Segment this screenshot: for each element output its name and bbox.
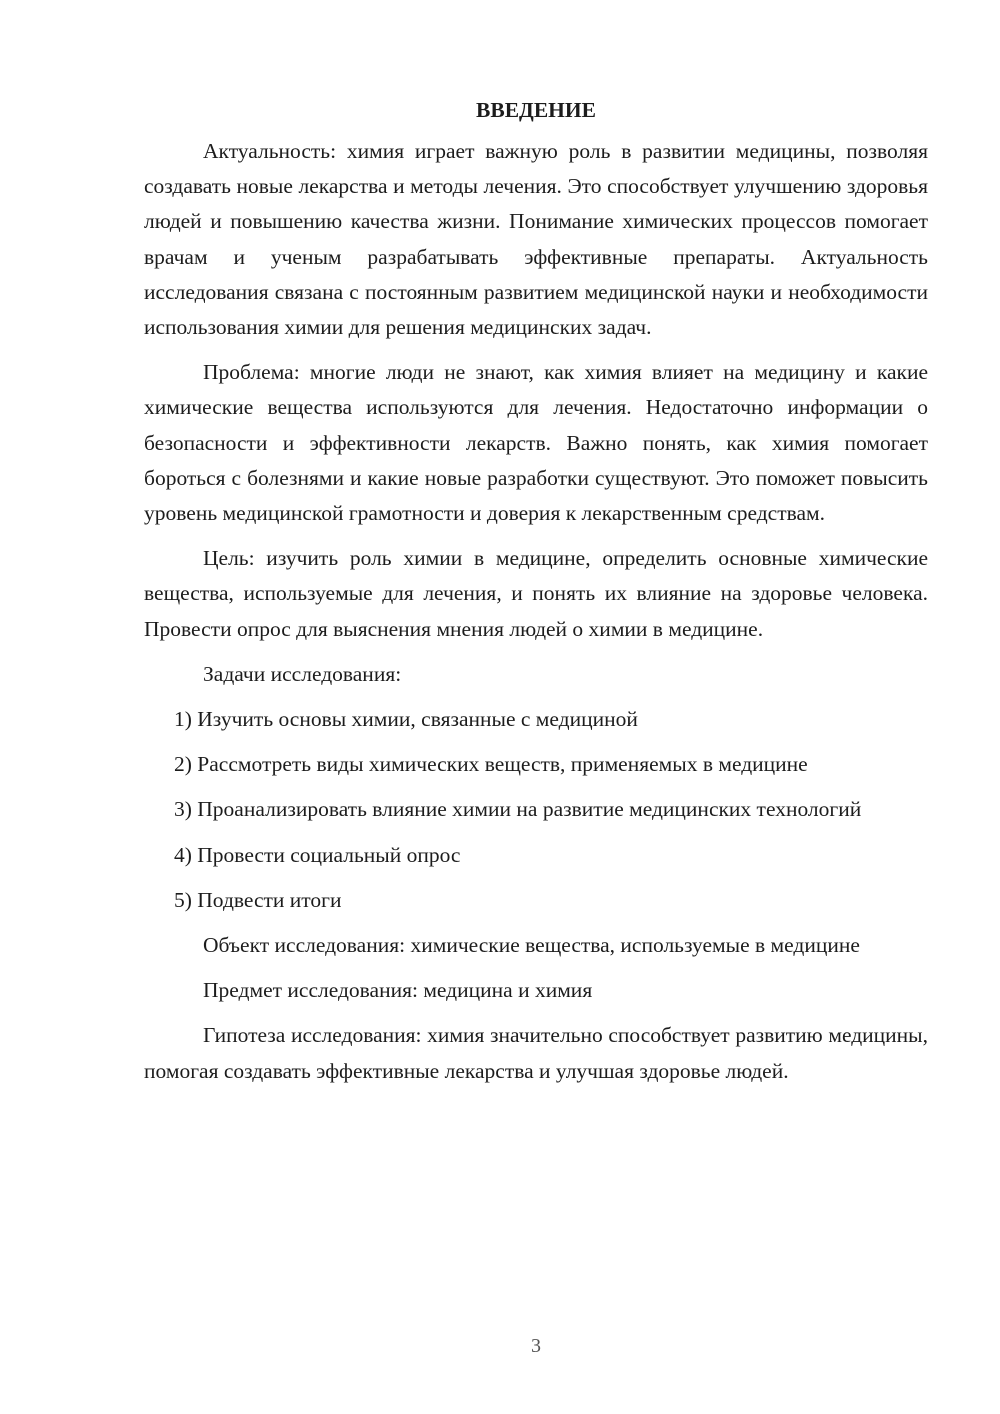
hypothesis-paragraph: Гипотеза исследования: химия значительно способствует развитию медицины, помогая создавать эффективные лекарства и улучшая здоровье людей.	[144, 1023, 928, 1083]
page-body	[144, 92, 928, 1089]
object-paragraph: Объект исследования: химические вещества, используемые в медицине	[203, 933, 860, 958]
subject-paragraph: Предмет исследования: медицина и химия	[203, 978, 593, 1003]
tasks-heading: Задачи исследования:	[203, 661, 402, 686]
task-item: 5) Подвести итоги	[174, 887, 342, 912]
task-item: 1) Изучить основы химии, связанные с медициной	[174, 707, 638, 732]
page-number: 3	[531, 1335, 541, 1357]
task-item: 3) Проанализировать влияние химии на развитие медицинских технологий	[174, 797, 862, 822]
task-item: 2) Рассмотреть виды химических веществ, применяемых в медицине	[174, 752, 808, 777]
problem-paragraph: Проблема: многие люди не знают, как химия влияет на медицину и какие химические вещества используются для лечения. Недостаточно информации о безопасности и эффективности лекарств. Важно понять, как химия помогает бороться с болезнями и какие новые разработки существуют. Это поможет повысить уровень медицинской грамотности и доверия к лекарственным средствам.	[144, 360, 928, 526]
relevance-paragraph: Актуальность: химия играет важную роль в развитии медицины, позволяя создавать новые лекарства и методы лечения. Это способствует улучшению здоровья людей и повышению качества жизни. Понимание химических процессов помогает врачам и ученым разрабатывать эффективные препараты. Актуальность исследования связана с постоянным развитием медицинской науки и необходимости использования химии для решения медицинских задач.	[144, 139, 928, 340]
section-title: ВВЕДЕНИЕ	[476, 98, 596, 122]
goal-paragraph: Цель: изучить роль химии в медицине, определить основные химические вещества, используемые для лечения, и понять их влияние на здоровье человека. Провести опрос для выяснения мнения людей о химии в медицине.	[144, 546, 928, 641]
task-item: 4) Провести социальный опрос	[174, 842, 461, 867]
